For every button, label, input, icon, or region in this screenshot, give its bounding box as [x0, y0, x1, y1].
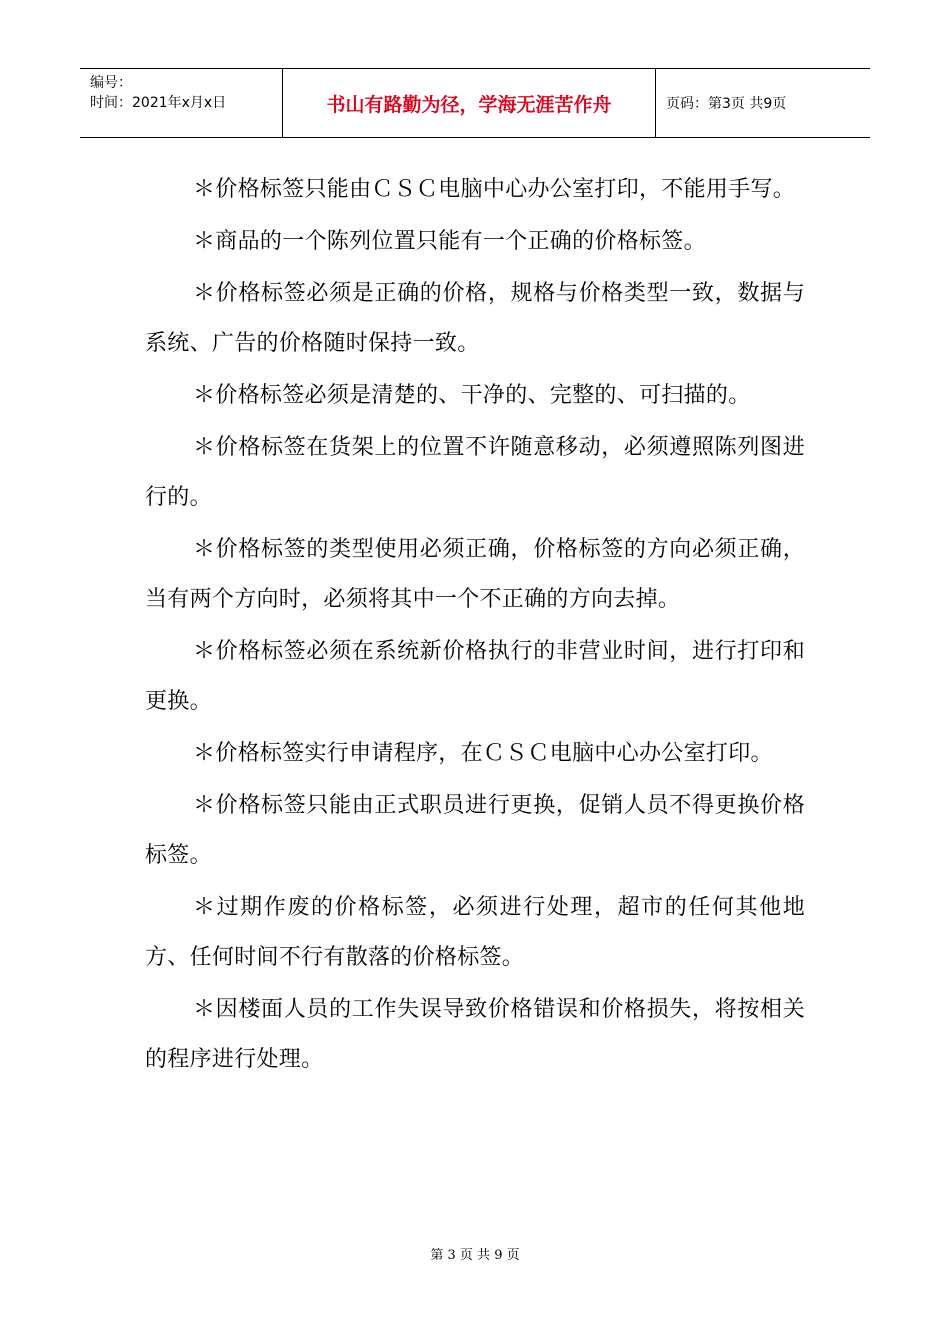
paragraph: ＊价格标签的类型使用必须正确，价格标签的方向必须正确，当有两个方向时，必须将其中一个不正确的方向去掉。 [145, 537, 805, 612]
page-header [80, 68, 870, 138]
paragraph: ＊价格标签必须是清楚的、干净的、完整的、可扫描的。 [193, 383, 751, 408]
paragraph: ＊价格标签必须在系统新价格执行的非营业时间，进行打印和更换。 [145, 639, 805, 714]
header-motto: 书山有路勤为径，学海无涯苦作舟 [282, 69, 656, 137]
header-meta [80, 69, 282, 137]
paragraph: ＊价格标签实行申请程序，在ＣＳＣ电脑中心办公室打印。 [193, 741, 773, 766]
paragraph: ＊价格标签在货架上的位置不许随意移动，必须遵照陈列图进行的。 [145, 435, 805, 510]
paragraph: ＊价格标签必须是正确的价格，规格与价格类型一致，数据与系统、广告的价格随时保持一致。 [145, 281, 805, 356]
paragraph: ＊价格标签只能由正式职员进行更换，促销人员不得更换价格标签。 [145, 793, 805, 868]
paragraph: ＊因楼面人员的工作失误导致价格错误和价格损失，将按相关的程序进行处理。 [145, 997, 805, 1072]
date-label: 时间：2021年x月x日 [90, 95, 227, 111]
paragraph: ＊价格标签只能由ＣＳＣ电脑中心办公室打印，不能用手写。 [193, 177, 796, 202]
page-footer: 第 3 页 共 9 页 [430, 1248, 520, 1263]
header-page-info: 页码：第3页 共9页 [666, 96, 787, 112]
number-label: 编号： [90, 75, 132, 91]
document-body [145, 165, 805, 1087]
paragraph: ＊商品的一个陈列位置只能有一个正确的价格标签。 [193, 229, 706, 254]
paragraph: ＊过期作废的价格标签，必须进行处理，超市的任何其他地方、任何时间不行有散落的价格标签。 [145, 895, 805, 970]
